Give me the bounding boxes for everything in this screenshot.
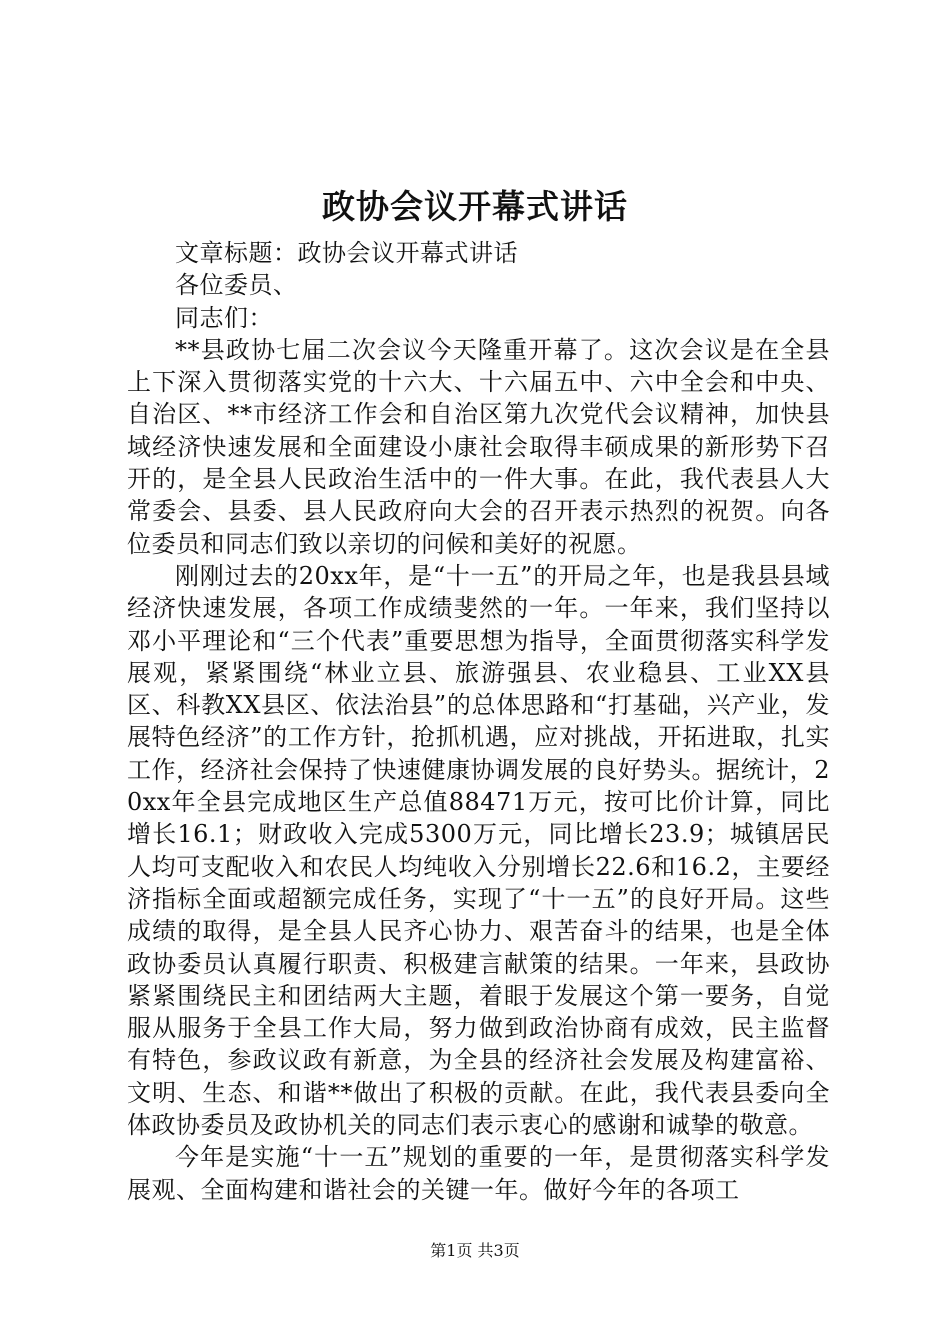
paragraph-review: 刚刚过去的20xx年，是“十一五”的开局之年，也是我县县域经济快速发展，各项工作成绩斐然的一年。一年来，我们坚持以邓小平理论和“三个代表”重要思想为指导，全面贯彻落实科学发展观，紧紧围绕“林业立县、旅游强县、农业稳县、工业XX县区、科教XX县区、依法治县”的总体思路和“打基础，兴产业，发展特色经济”的工作方针，抢抓机遇，应对挑战，开拓进取，扎实工作，经济社会保持了快速健康协调发展的良好势头。据统计，20xx年全县完成地区生产总值88471万元，按可比价计算，同比增长16.1；财政收入完成5300万元，同比增长23.9；城镇居民人均可支配收入和农民人均纯收入分别增长22.6和16.2，主要经济指标全面或超额完成任务，实现了“十一五”的良好开局。这些成绩的取得，是全县人民齐心协力、艰苦奋斗的结果，也是全体政协委员认真履行职责、积极建言献策的结果。一年来，县政协紧紧围绕民主和团结两大主题，着眼于发展这个第一要务，自觉服从服务于全县工作大局，努力做到政治协商有成效，民主监督有特色，参政议政有新意，为全县的经济社会发展及构建富裕、文明、生态、和谐**做出了积极的贡献。在此，我代表县委向全体政协委员及政协机关的同志们表示衷心的感谢和诚挚的敬意。	[127, 561, 830, 1140]
salutation-comrades: 同志们：	[175, 303, 273, 332]
salutation-members: 各位委员、	[175, 271, 298, 300]
article-title-line: 文章标题：政协会议开幕式讲话	[175, 239, 518, 267]
paragraph-this-year: 今年是实施“十一五”规划的重要的一年，是贯彻落实科学发展观、全面构建和谐社会的关键一年。做好今年的各项工	[127, 1143, 830, 1204]
paragraph-opening: **县政协七届二次会议今天隆重开幕了。这次会议是在全县上下深入贯彻落实党的十六大、十六届五中、六中全会和中央、自治区、**市经济工作会和自治区第九次党代会议精神，加快县域经济快速发展和全面建设小康社会取得丰硕成果的新形势下召开的，是全县人民政治生活中的一件大事。在此，我代表县人大常委会、县委、县人民政府向大会的召开表示热烈的祝贺。向各位委员和同志们致以亲切的问候和美好的祝愿。	[127, 335, 830, 558]
page-number-footer: 第1页 共3页	[430, 1241, 520, 1260]
document-title: 政协会议开幕式讲话	[322, 187, 628, 226]
document-body	[127, 237, 830, 1206]
